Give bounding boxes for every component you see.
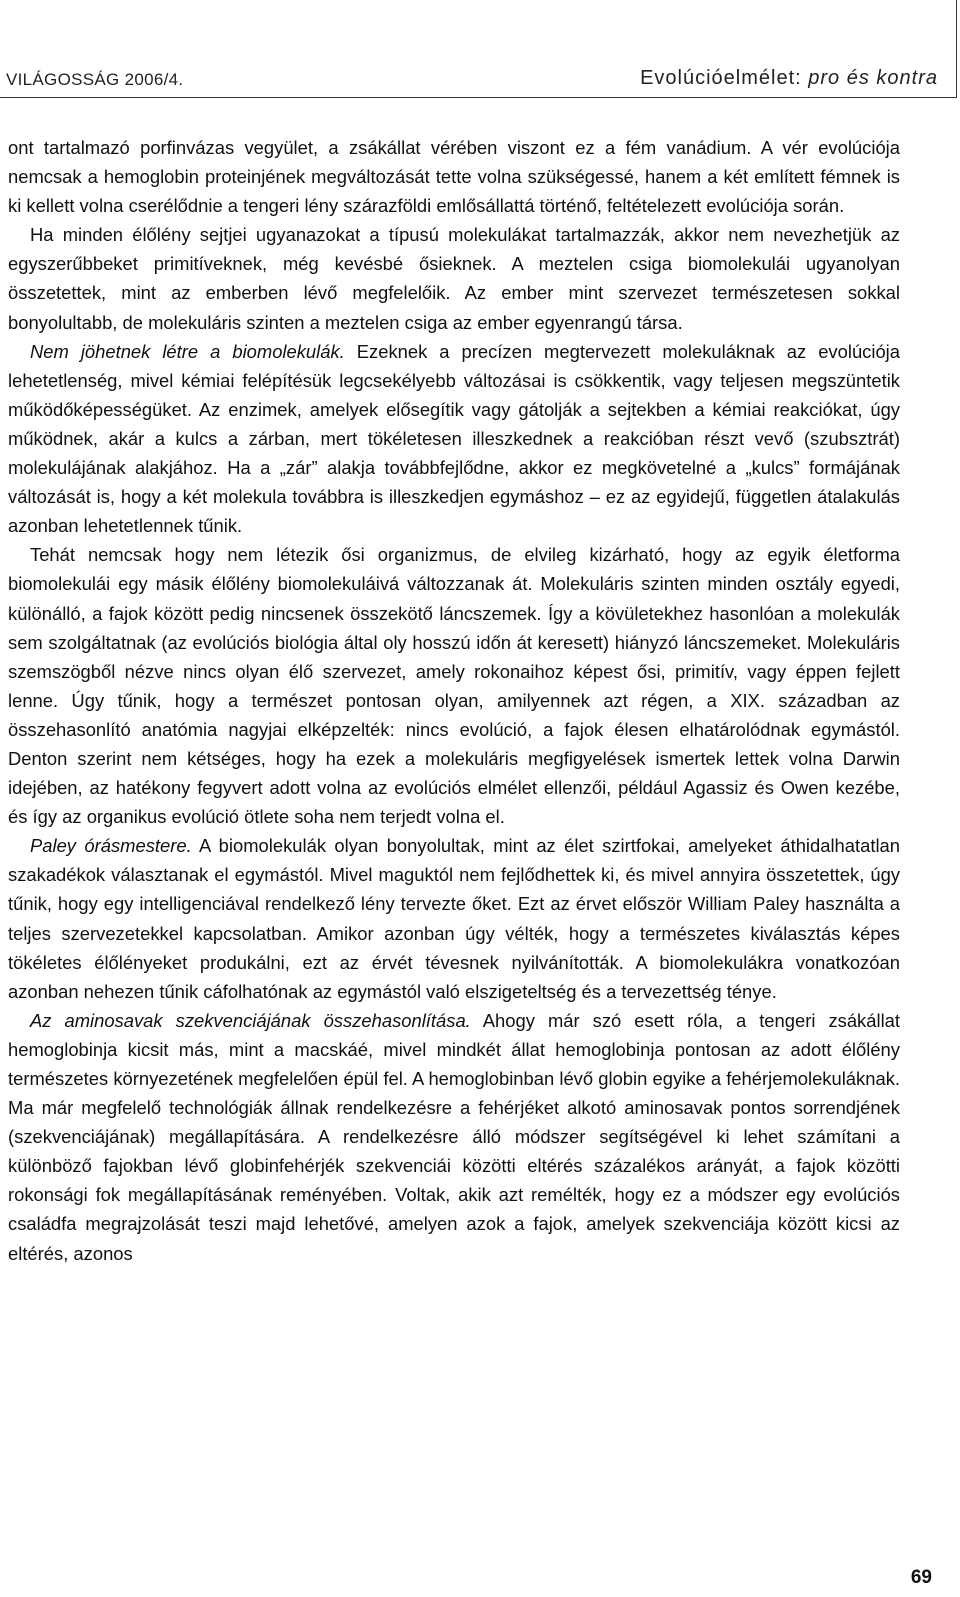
- header-vertical-rule: [956, 0, 957, 98]
- paragraph: [8, 220, 900, 336]
- article-body: [8, 133, 900, 1268]
- paragraph-with-lead: [8, 1006, 900, 1268]
- running-header: [0, 0, 960, 98]
- section-title: [640, 67, 938, 90]
- paragraph-text: ont tartalmazó porfinvázas vegyület, a zsákállat vérében viszont ez a fém vanádium. A vér evolúciója nemcsak a hemoglobin proteinjének megváltozását tette volna szükségessé, hanem a két említett fémnek is ki kellett volna cserélődnie a tengeri lény szárazföldi emlősállattá történő, feltételezett evolúciója során.: [8, 137, 900, 217]
- paragraph: [8, 540, 900, 831]
- page-number: 69: [910, 1567, 932, 1588]
- section-title-prefix: Evolúcióelmélet:: [640, 67, 809, 89]
- paragraph-continuation: [8, 133, 900, 220]
- paragraph-text: Ha minden élőlény sejtjei ugyanazokat a típusú molekulákat tartalmazzák, akkor nem nevezhetjük az egyszerűbbeket primitíveknek, még kevésbé ősieknek. A meztelen csiga biomolekulái ugyanolyan összetettek, mint az emberben lévő megfelelőik. Az ember mint szervezet természetesen sokkal bonyolultabb, de molekuláris szinten a meztelen csiga az ember egyenrangú társa.: [8, 224, 900, 333]
- paragraph-lead-in: Paley órásmestere.: [30, 835, 192, 857]
- paragraph-lead-in: Az aminosavak szekvenciájának összehasonlítása.: [30, 1009, 471, 1031]
- header-rule: [0, 97, 957, 98]
- paragraph-text: Tehát nemcsak hogy nem létezik ősi organizmus, de elvileg kizárható, hogy az egyik életforma biomolekulái egy másik élőlény biomolekuláivá változzanak át. Molekuláris szinten minden osztály egyedi, különálló, a fajok között pedig nincsenek összekötő láncszemek. Így a kövületekhez hasonlóan a molekulák sem szolgáltatnak (az evolúciós biológia által oly hosszú időn át keresett) hiányzó láncszemeket. Molekuláris szemszögből nézve nincs olyan élő szervezet, amely rokonaihoz képest ősi, primitív, vagy éppen fejlett lenne. Úgy tűnik, hogy a természet pontosan olyan, amilyennek azt régen, a XIX. században az összehasonlító anatómia nagyjai elképzelték: nincs evolúció, a fajok élesen elhatárolódnak egymástól. Denton szerint nem kétséges, hogy ha ezek a molekuláris megfigyelések ismertek lettek volna Darwin idejében, az hatékony fegyvert adott volna az evolúciós elmélet ellenzői, például Agassiz és Owen kezébe, és így az organikus evolúció ötlete soha nem terjedt volna el.: [8, 544, 900, 828]
- paragraph-text: Ezeknek a precízen megtervezett molekuláknak az evolúciója lehetetlenség, mivel kémiai felépítésük legcsekélyebb változásai is csökkentik, vagy teljesen megszüntetik működőképességüket. Az enzimek, amelyek elősegítik vagy gátolják a sejtekben a kémiai reakciókat, úgy működnek, akár a kulcs a zárban, mert tökéletesen illeszkednek a reakcióban részt vevő (szubsztrát) molekulájának alakjához. Ha a „zár” alakja továbbfejlődne, akkor ez megkövetelné a „kulcs” formájának változását is, hogy a két molekula továbbra is illeszkedjen egymáshoz – ez az egyidejű, független átalakulás azonban lehetetlennek tűnik.: [8, 340, 900, 537]
- section-title-italic: pro és kontra: [808, 67, 938, 89]
- paragraph-with-lead: [8, 337, 900, 541]
- paragraph-text: Ahogy már szó esett róla, a tengeri zsákállat hemoglobinja kicsit más, mint a macskáé, mivel mindkét állat hemoglobinja pontosan az adott élőlény természetes környezetének megfelelően épül fel. A hemoglobinban lévő globin egyike a fehérjemolekuláknak. Ma már megfelelő technológiák állnak rendelkezésre a fehérjéket alkotó aminosavak pontos sorrendjének (szekvenciájának) megállapítására. A rendelkezésre álló módszer segítségével ki lehet számítani a különböző fajokban lévő globinfehérjék szekvenciái közötti eltérés százalékos arányát, a fajok közötti rokonsági fok megállapításának reményében. Voltak, akik azt remélték, hogy ez a módszer egy evolúciós családfa megrajzolását teszi majd lehetővé, amelyen azok a fajok, amelyek szekvenciája között kicsi az eltérés, azonos: [8, 1009, 900, 1264]
- paragraph-text: A biomolekulák olyan bonyolultak, mint az élet szirtfokai, amelyeket áthidalhatatlan szakadékok választanak el egymástól. Mivel maguktól nem fejlődhettek ki, és mivel annyira összetettek, úgy tűnik, hogy egy intelligenciával rendelkező lény tervezte őket. Ezt az érvet először William Paley használta a teljes szervezetekkel kapcsolatban. Amikor azonban úgy vélték, hogy a természetes kiválasztás képes tökéletes élőlényeket produkálni, ezt az érvét tévesnek nyilvánították. A biomolekulákra vonatkozóan azonban nehezen tűnik cáfolhatónak az egymástól való elszigeteltség és a tervezettség ténye.: [8, 835, 900, 1002]
- journal-issue: VILÁGOSSÁG 2006/4.: [6, 70, 184, 89]
- paragraph-lead-in: Nem jöhetnek létre a biomolekulák.: [30, 340, 345, 362]
- paragraph-with-lead: [8, 831, 900, 1006]
